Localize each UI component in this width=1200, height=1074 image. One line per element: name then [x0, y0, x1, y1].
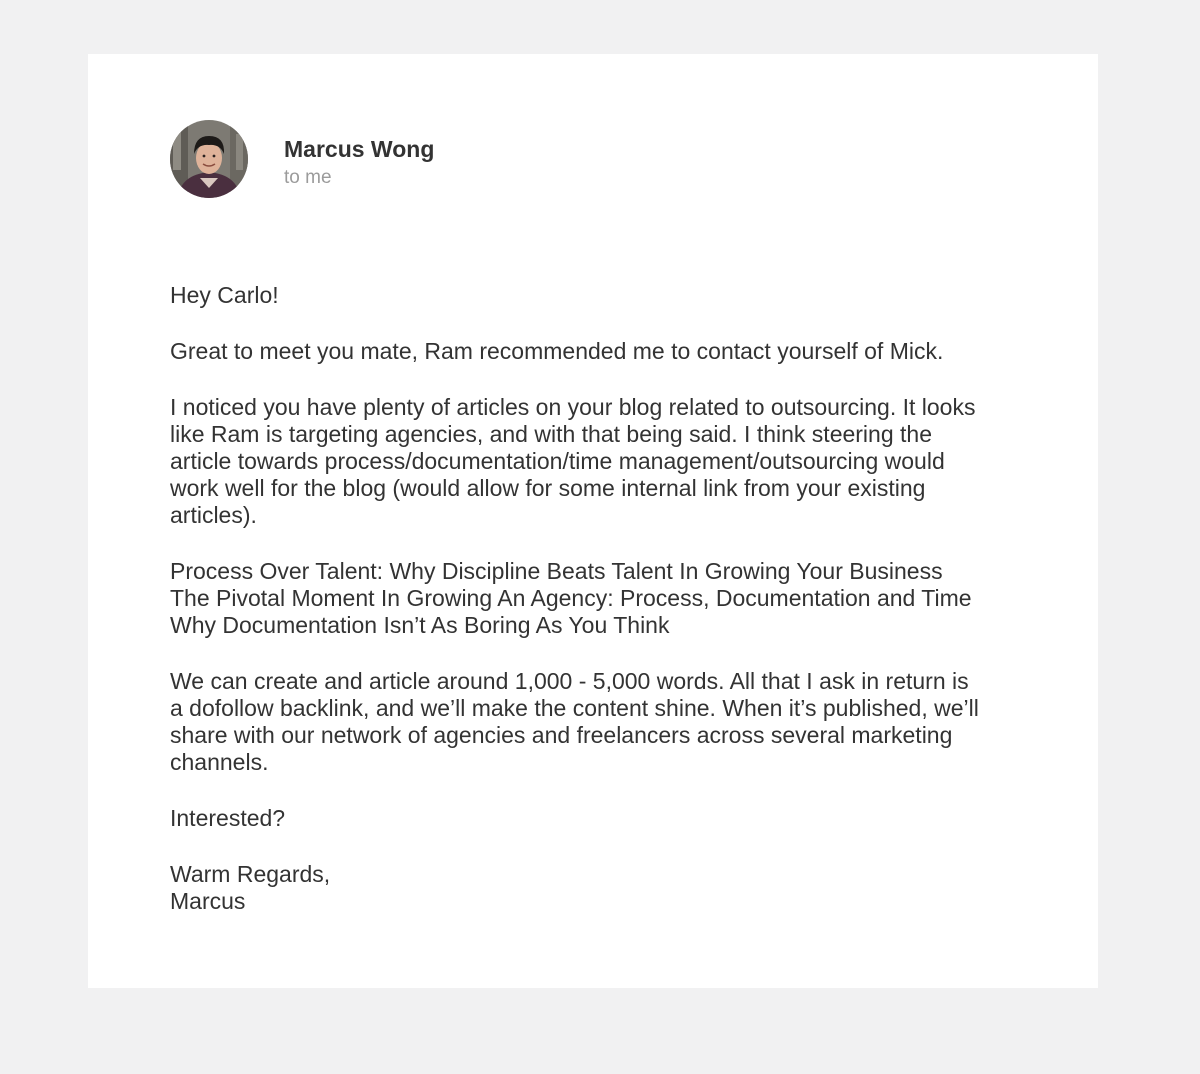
paragraph-line: articles). — [170, 502, 257, 528]
intro-line: Great to meet you mate, Ram recommended me to contact yourself of Mick. — [170, 338, 944, 364]
email-body — [170, 282, 1040, 915]
sender-avatar[interactable] — [170, 120, 248, 198]
avatar-icon — [170, 120, 248, 198]
article-idea: Process Over Talent: Why Discipline Beats Talent In Growing Your Business — [170, 558, 943, 584]
article-idea: Why Documentation Isn’t As Boring As You Think — [170, 612, 670, 638]
signature-name: Marcus — [170, 888, 246, 914]
signoff-line: Warm Regards, — [170, 861, 331, 887]
outsourcing-paragraph — [170, 394, 1040, 529]
article-idea: The Pivotal Moment In Growing An Agency: Process, Documentation and Time — [170, 585, 972, 611]
email-card — [88, 54, 1098, 988]
paragraph-line: We can create and article around 1,000 - 5,000 words. All that I ask in return is — [170, 668, 969, 694]
paragraph-line: share with our network of agencies and freelancers across several marketing — [170, 722, 953, 748]
question-paragraph — [170, 805, 1040, 832]
paragraph-line: like Ram is targeting agencies, and with that being said. I think steering the — [170, 421, 932, 447]
question-line: Interested? — [170, 805, 286, 831]
sender-name[interactable]: Marcus Wong — [284, 136, 435, 162]
signature — [170, 861, 1040, 915]
article-ideas-list — [170, 558, 1040, 639]
intro-paragraph — [170, 338, 1040, 365]
recipient-label[interactable]: to me — [284, 167, 332, 188]
paragraph-line: work well for the blog (would allow for some internal link from your existing — [170, 475, 926, 501]
greeting-line: Hey Carlo! — [170, 282, 279, 308]
paragraph-line: I noticed you have plenty of articles on your blog related to outsourcing. It looks — [170, 394, 976, 420]
paragraph-line: article towards process/documentation/time management/outsourcing would — [170, 448, 945, 474]
offer-paragraph — [170, 668, 1040, 776]
greeting-paragraph — [170, 282, 1040, 309]
paragraph-line: channels. — [170, 749, 269, 775]
paragraph-line: a dofollow backlink, and we’ll make the content shine. When it’s published, we’ll — [170, 695, 979, 721]
